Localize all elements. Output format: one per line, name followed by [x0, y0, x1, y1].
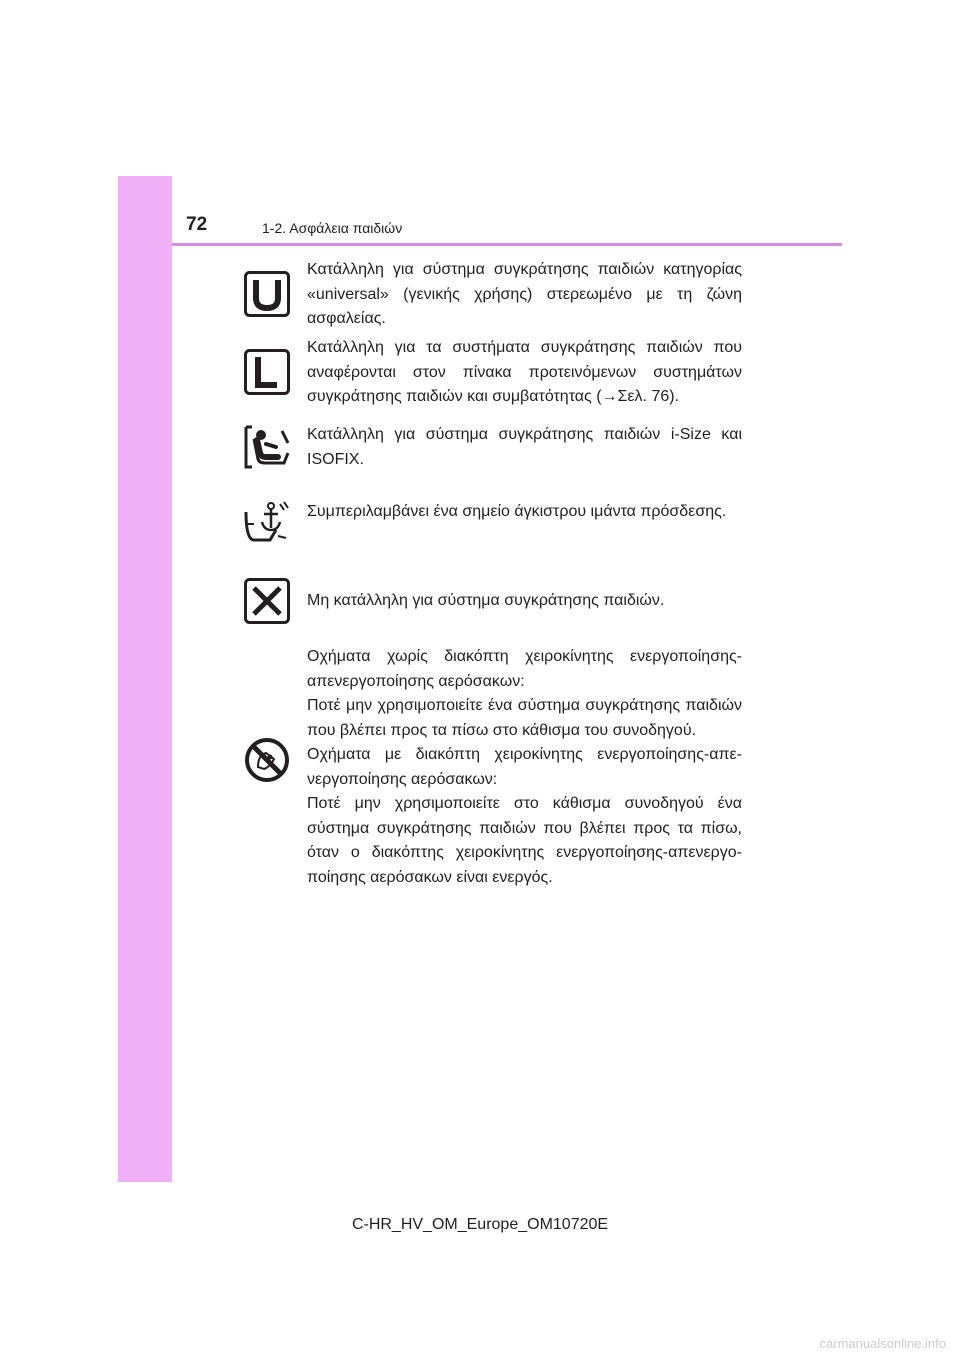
not-suitable-x-icon: [244, 578, 290, 624]
no-rear-facing-seat-icon: [244, 737, 290, 783]
entry-text: Κατάλληλη για σύστημα συγκράτησης παιδιών κατηγορίας «universal» (γενικής χρήσης) στερεωμένο με τη ζώνη ασφαλείας.: [307, 261, 742, 327]
entry-text: Συμπεριλαμβάνει ένα σημείο άγκιστρου ιμάντα πρόσδεσης.: [307, 503, 727, 520]
listed-l-icon: [244, 349, 290, 395]
entry-line: Ποτέ μην χρησιμοποιείτε στο κάθισμα συνοδηγού ένα σύστημα συγκράτησης παιδιών που βλέπει προς τα πίσω, όταν ο διακόπτης χειροκίνητης ενεργοποίησης-απενεργοποίησης αερόσακων είναι ενεργός.: [307, 795, 742, 886]
entry-text: Μη κατάλληλη για σύστημα συγκράτησης παιδιών.: [307, 592, 665, 609]
side-tab-strip: [118, 176, 172, 1182]
isofix-seat-icon: [244, 423, 290, 471]
entry-line: Ποτέ μην χρησιμοποιείτε ένα σύστημα συγκράτησης παιδιών που βλέπει προς τα πίσω στο κάθισμα του συνοδηγού.: [307, 697, 742, 739]
watermark: carmanualsonline.info: [819, 1336, 946, 1351]
entry-line: Οχήματα χωρίς διακόπτη χειροκίνητης ενεργοποίησης-απενεργοποίησης αερόσακων:: [307, 648, 742, 690]
section-title: 1-2. Ασφάλεια παιδιών: [262, 220, 403, 236]
document-code: C-HR_HV_OM_Europe_OM10720E: [351, 1216, 609, 1233]
anchor-tether-icon: [244, 500, 290, 544]
page-number: 72: [186, 214, 208, 235]
entry-text: Κατάλληλη για τα συστήματα συγκράτησης παιδιών που αναφέρονται στον πίνακα προτεινόμενων συστημάτων συγκράτησης παιδιών και συμβατότητας (→Σελ. 76).: [307, 339, 742, 405]
header-divider: [172, 243, 842, 246]
entry-text: [307, 645, 742, 890]
entry-line: Οχήματα με διακόπτη χειροκίνητης ενεργοποίησης-απενεργοποίησης αερόσακων:: [307, 746, 742, 788]
entry-text: Κατάλληλη για σύστημα συγκράτησης παιδιών i-Size και ISOFIX.: [307, 426, 742, 468]
universal-u-icon: [244, 271, 290, 317]
